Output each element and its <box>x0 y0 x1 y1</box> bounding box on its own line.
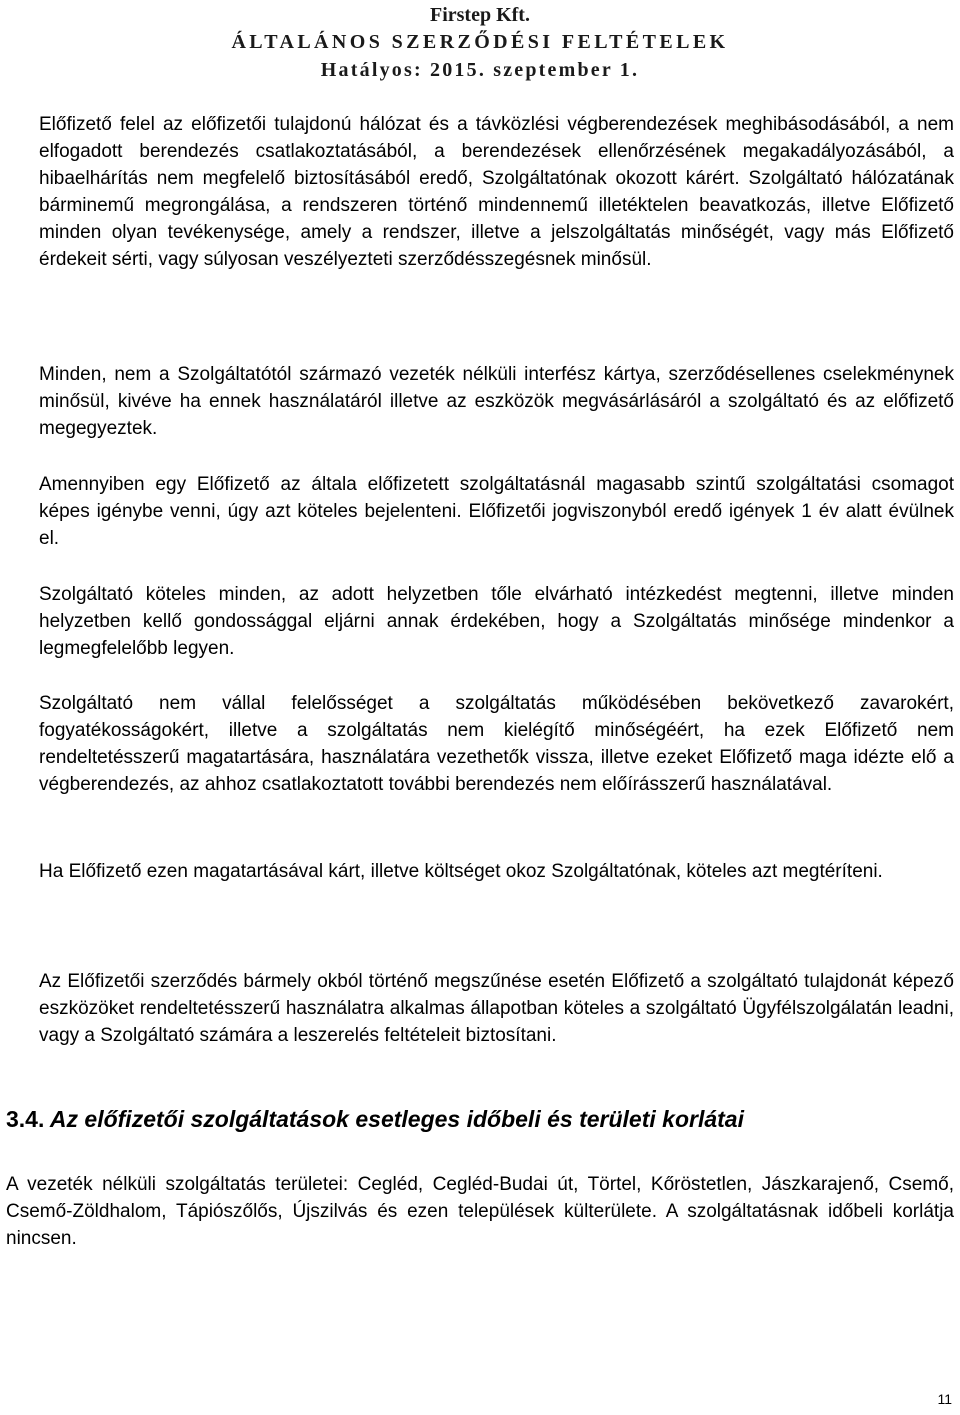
paragraph-no-responsibility: Szolgáltató nem vállal felelősséget a szolgáltatás működésében bekövetkező zavarokért, fogyatékosságokért, illetve a szolgáltatás nem kielégítő minőségéért, ha ezek Előfizető nem rendeltetésszerű magatartására, használatára vezethetők vissza, illetve ezeket Előfizető maga idézte elő a végberendezés, az ahhoz csatlakoztatott további berendezés nem előírásszerű használatával. <box>39 693 954 795</box>
company-name: Firstep Kft. <box>430 4 530 26</box>
paragraph-service-areas: A vezeték nélküli szolgáltatás területei: Cegléd, Cegléd-Budai út, Törtel, Kőröstetlen, Jászkarajenő, Csemő, Csemő-Zöldhalom, Tápiószőlős, Újszilvás és ezen települések külterülete. A szolgáltatásnak időbeli korlátja nincsen. <box>6 1174 954 1249</box>
paragraph-damages: Ha Előfizető ezen magatartásával kárt, illetve költséget okoz Szolgáltatónak, köteles azt megtéríteni. <box>39 861 883 882</box>
paragraph-higher-package: Amennyiben egy Előfizető az általa előfizetett szolgáltatásnál magasabb szintű szolgáltatási csomagot képes igénybe venni, úgy azt köteles bejelenteni. Előfizetői jogviszonyból eredő igények 1 év alatt évülnek el. <box>39 474 954 549</box>
section-heading <box>6 1104 954 1134</box>
document-header <box>0 2 960 84</box>
paragraph-termination: Az Előfizetői szerződés bármely okból történő megszűnése esetén Előfizető a szolgáltató tulajdonát képező eszközöket rendeltetésszerű használatra alkalmas állapotban köteles a szolgáltató Ügyfélszolgálatán leadni, vagy a Szolgáltató számára a leszerelés feltételeit biztosítani. <box>39 971 954 1046</box>
paragraph-provider-duty: Szolgáltató köteles minden, az adott helyzetben tőle elvárható intézkedést megtenni, illetve minden helyzetben kellő gondossággal eljárni annak érdekében, hogy a Szolgáltatás minősége mindenkor a legmegfelelőbb legyen. <box>39 584 954 659</box>
page-number: 11 <box>937 1391 952 1407</box>
effective-date: Hatályos: 2015. szeptember 1. <box>320 59 640 81</box>
paragraph-liability: Előfizető felel az előfizetői tulajdonú hálózat és a távközlési végberendezések meghibásodásából, a nem elfogadott berendezés csatlakoztatásából, a berendezések ellenőrzésének megakadályozásából, a hibaelhárítás nem megfelelő biztosításából eredő, Szolgáltatónak okozott kárért. Szolgáltató hálózatának bárminemű megrongálása, a rendszeren történő mindennemű illetéktelen beavatkozás, illetve Előfizető minden olyan tevékenysége, amely a rendszer, illetve a jelszolgáltatás minőségét, vagy más Előfizető érdekeit sérti, vagy súlyosan veszélyezteti szerződésszegésnek minősül. <box>39 114 954 270</box>
document-title: ÁLTALÁNOS SZERZŐDÉSI FELTÉTELEK <box>231 31 729 53</box>
section-title: Az előfizetői szolgáltatások esetleges időbeli és területi korlátai <box>49 1106 744 1132</box>
paragraph-wireless-card: Minden, nem a Szolgáltatótól származó vezeték nélküli interfész kártya, szerződésellenes cselekménynek minősül, kivéve ha ennek használatáról illetve az eszközök megvásárlásáról a szolgáltató és az előfizető megegyeztek. <box>39 364 954 439</box>
section-number: 3.4. <box>6 1106 45 1132</box>
